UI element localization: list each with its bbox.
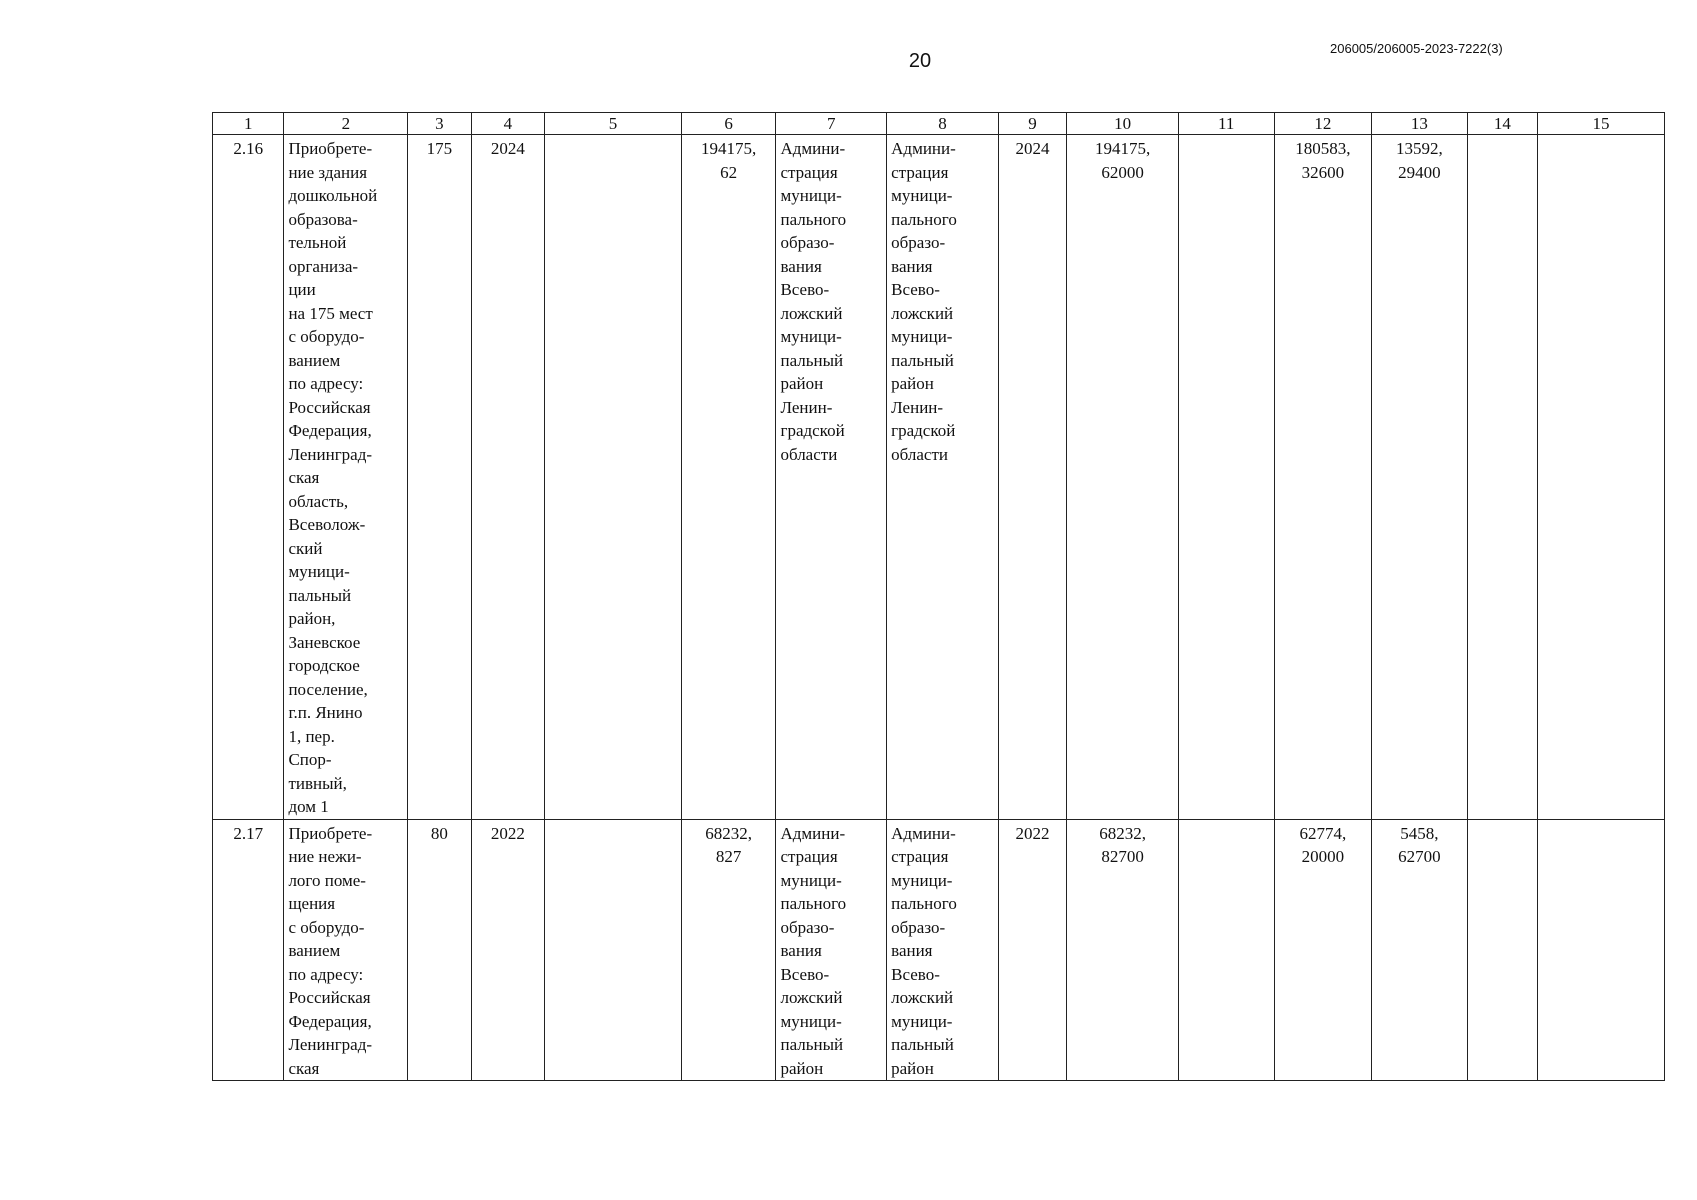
cell-col-10: 68232, 82700 xyxy=(1067,819,1179,1081)
cell-col-8: Админи- страция муници- пального образо- вания Всево- ложский муници- пальный район xyxy=(887,819,999,1081)
column-header: 5 xyxy=(545,113,682,135)
table-header-row xyxy=(213,113,1665,135)
cell-row-number: 2.16 xyxy=(213,135,284,820)
column-header: 3 xyxy=(408,113,471,135)
column-header: 12 xyxy=(1274,113,1372,135)
table-row xyxy=(213,819,1665,1081)
cell-row-number: 2.17 xyxy=(213,819,284,1081)
cell-col-7: Админи- страция муници- пального образо- вания Всево- ложский муници- пальный район Ленин- градской области xyxy=(776,135,887,820)
cell-col-13: 13592, 29400 xyxy=(1372,135,1468,820)
cell-description: Приобрете- ние нежи- лого поме- щения с оборудо- ванием по адресу: Российская Федерация, Ленинград- ская xyxy=(284,819,408,1081)
page-number: 20 xyxy=(908,50,932,72)
cell-col-9: 2024 xyxy=(998,135,1066,820)
column-header: 9 xyxy=(998,113,1066,135)
column-header: 14 xyxy=(1467,113,1537,135)
data-table xyxy=(212,112,1665,1081)
cell-col-13: 5458, 62700 xyxy=(1372,819,1468,1081)
table-row xyxy=(213,135,1665,820)
document-id: 206005/206005-2023-7222(3) xyxy=(1330,41,1503,56)
column-header: 10 xyxy=(1067,113,1179,135)
column-header: 7 xyxy=(776,113,887,135)
column-header: 11 xyxy=(1178,113,1274,135)
column-header: 1 xyxy=(213,113,284,135)
cell-col-15 xyxy=(1538,819,1665,1081)
cell-col-9: 2022 xyxy=(998,819,1066,1081)
column-header: 6 xyxy=(681,113,776,135)
cell-col-12: 180583, 32600 xyxy=(1274,135,1372,820)
column-header: 8 xyxy=(887,113,999,135)
cell-col-14 xyxy=(1467,819,1537,1081)
cell-col-5 xyxy=(545,135,682,820)
cell-description: Приобрете- ние здания дошкольной образова- тельной организа- ции на 175 мест с оборудо- ванием по адресу: Российская Федерация, Ленинград- ская область, Всеволож- ский муници- пальный район, Заневское городское поселение, г.п. Янино 1, пер. Спор- тивный, дом 1 xyxy=(284,135,408,820)
cell-col-7: Админи- страция муници- пального образо- вания Всево- ложский муници- пальный район xyxy=(776,819,887,1081)
cell-col-4: 2024 xyxy=(471,135,544,820)
cell-col-6: 68232, 827 xyxy=(681,819,776,1081)
cell-col-14 xyxy=(1467,135,1537,820)
cell-col-6: 194175, 62 xyxy=(681,135,776,820)
cell-col-12: 62774, 20000 xyxy=(1274,819,1372,1081)
cell-col-15 xyxy=(1538,135,1665,820)
column-header: 2 xyxy=(284,113,408,135)
cell-col-11 xyxy=(1178,819,1274,1081)
cell-col-3: 80 xyxy=(408,819,471,1081)
cell-col-5 xyxy=(545,819,682,1081)
column-header: 15 xyxy=(1538,113,1665,135)
cell-col-3: 175 xyxy=(408,135,471,820)
cell-col-11 xyxy=(1178,135,1274,820)
column-header: 13 xyxy=(1372,113,1468,135)
cell-col-4: 2022 xyxy=(471,819,544,1081)
cell-col-8: Админи- страция муници- пального образо- вания Всево- ложский муници- пальный район Ленин- градской области xyxy=(887,135,999,820)
cell-col-10: 194175, 62000 xyxy=(1067,135,1179,820)
column-header: 4 xyxy=(471,113,544,135)
